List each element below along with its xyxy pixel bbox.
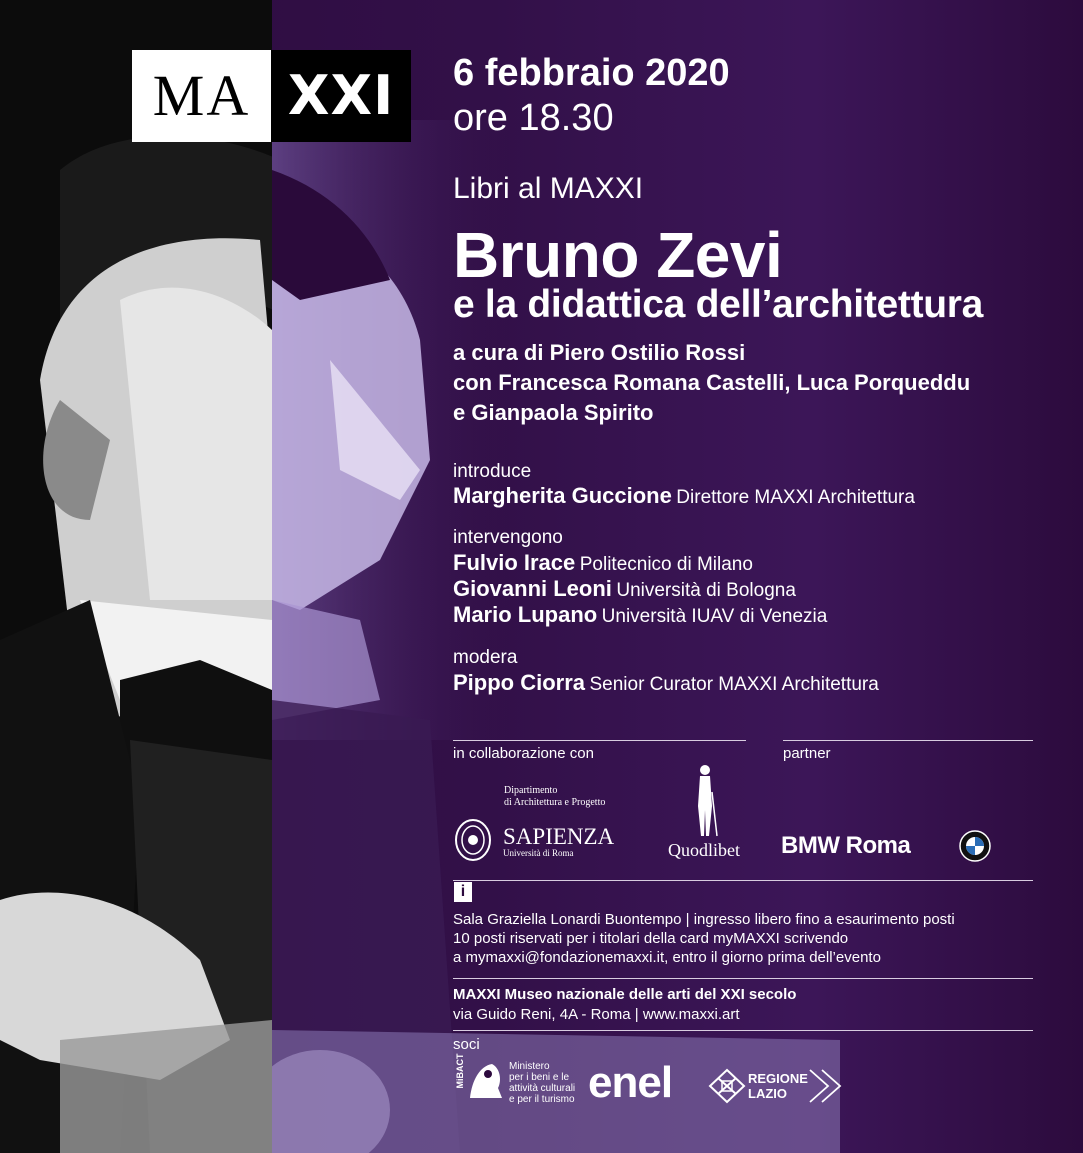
speaker-name: Fulvio Irace [453,550,576,575]
info-icon: i [454,882,472,902]
moderator-label: modera [453,647,518,668]
moderator-affiliation: Senior Curator MAXXI Architettura [589,674,879,695]
mibact-label: MiBACT [455,1053,465,1089]
speaker-entry [453,670,879,696]
event-series: Libri al MAXXI [453,172,644,205]
speaker-name: Giovanni Leoni [453,576,612,601]
regione-lazio-arrow-icon [808,1068,842,1104]
regione-line: REGIONE [748,1071,808,1086]
info-line: Sala Graziella Lonardi Buontempo | ingresso libero fino a esaurimento posti [453,911,955,928]
mibact-text [509,1061,575,1105]
quodlibet-figure-icon [690,762,720,838]
divider [453,740,746,741]
bmw-roma-text: BMW Roma [781,832,911,859]
speaker-entry [453,576,796,602]
logo-ma: MA [132,50,271,142]
sapienza-sub: Università di Roma [503,848,574,858]
info-line: a mymaxxi@fondazionemaxxi.it, entro il giorno prima dell’evento [453,949,881,966]
event-title: Bruno Zevi [453,219,783,291]
curator-line: e Gianpaola Spirito [453,400,654,425]
enel-logo-text: enel [588,1058,673,1107]
museum-address: via Guido Reni, 4A - Roma | www.maxxi.art [453,1006,740,1023]
speakers-label: intervengono [453,527,563,548]
mibact-line: attività culturali [509,1083,576,1094]
speaker-name: Margherita Guccione [453,483,672,508]
mibact-line: e per il turismo [509,1094,575,1105]
moderator-name: Pippo Ciorra [453,670,586,695]
speaker-name: Mario Lupano [453,602,598,627]
speaker-affiliation: Università di Bologna [616,580,796,601]
speaker-entry [453,602,827,628]
speaker-affiliation: Università IUAV di Venezia [601,606,828,627]
event-subtitle: e la didattica dell’architettura [453,283,984,326]
soci-label: soci [453,1036,480,1053]
divider [453,880,1033,881]
sapienza-seal-icon [453,818,493,862]
mibact-line: per i beni e le [509,1072,570,1083]
dept-line: di Architettura e Progetto [504,797,606,808]
curator-line: con Francesca Romana Castelli, Luca Porqueddu [453,370,971,395]
speaker-affiliation: Direttore MAXXI Architettura [676,487,915,508]
event-date: 6 febbraio 2020 [453,52,730,94]
partner-label: partner [783,745,831,762]
info-line: 10 posti riservati per i titolari della card myMAXXI scrivendo [453,930,849,947]
introduce-label: introduce [453,461,532,482]
bmw-logo-icon [959,830,991,862]
regione-lazio-text [748,1071,808,1101]
logo-xxi: XXI [271,50,411,142]
mibact-line: Ministero [509,1061,550,1072]
event-time: ore 18.30 [453,97,614,139]
regione-line: LAZIO [748,1086,787,1101]
quodlibet-logo-text: Quodlibet [668,840,740,860]
maxxi-logo [132,50,411,142]
museum-name: MAXXI Museo nazionale delle arti del XXI secolo [453,986,797,1003]
divider [453,1030,1033,1031]
divider [453,978,1033,979]
divider [783,740,1033,741]
dept-line: Dipartimento [504,785,558,796]
curator-line: a cura di Piero Ostilio Rossi [453,340,746,365]
sapienza-logo-text: SAPIENZA [503,824,615,849]
speaker-entry [453,550,753,576]
regione-lazio-emblem-icon [708,1068,746,1104]
speaker-affiliation: Politecnico di Milano [579,554,753,575]
speaker-entry [453,483,915,509]
collaboration-label: in collaborazione con [453,745,594,762]
dept-logo-text [504,785,605,809]
mibact-emblem-icon [466,1060,506,1102]
